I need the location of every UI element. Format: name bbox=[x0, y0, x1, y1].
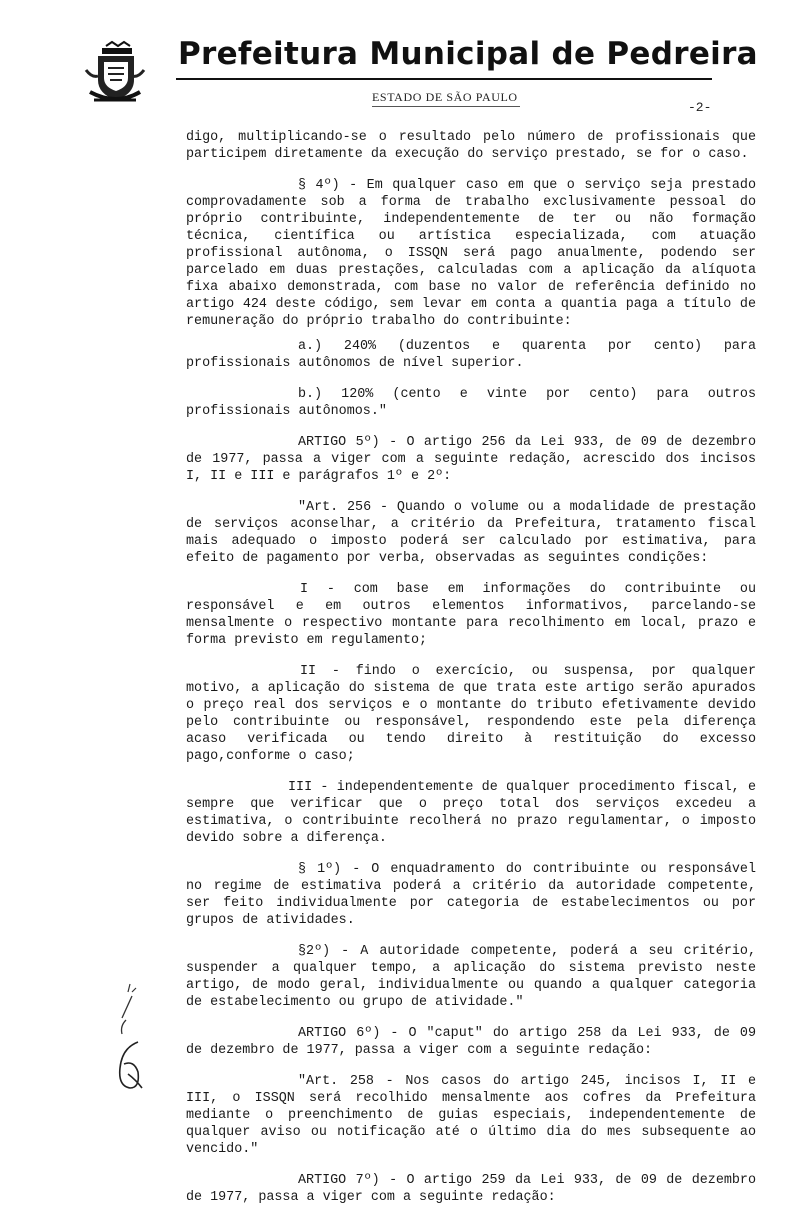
page-number: -2- bbox=[688, 100, 712, 115]
document-body bbox=[186, 129, 756, 1206]
state-subtitle: ESTADO DE SÃO PAULO bbox=[372, 90, 518, 104]
coat-of-arms-seal bbox=[84, 40, 146, 106]
paragraph-item-a: a.) 240% (duzentos e quarenta por cento) para profissionais autônomos de nível superior. bbox=[186, 339, 756, 371]
state-underline bbox=[372, 106, 520, 107]
paragraph-article-5: ARTIGO 5º) - O artigo 256 da Lei 933, de 09 de dezembro de 1977, passa a viger com a seguinte redação, acrescido dos incisos I, II e III e parágrafos 1º e 2º: bbox=[186, 435, 756, 484]
paragraph-section-1: § 1º) - O enquadramento do contribuinte ou responsável no regime de estimativa poderá a critério da autoridade competente, ser feito individualmente por categoria de estabelecimentos ou por grupos de atividades. bbox=[186, 862, 756, 928]
paragraph-inciso-2: II - findo o exercício, ou suspensa, por qualquer motivo, a aplicação do sistema de que trata este artigo serão apurados o preço real dos serviços e o montante do tributo efetivamente devido pelo contribuinte ou responsável, respondendo este pela diferença acaso verificada ou tendo direito à restituição do excesso pago,conforme o caso; bbox=[186, 664, 756, 764]
paragraph-continuation: digo, multiplicando-se o resultado pelo número de profissionais que participem diretamente da execução do serviço prestado, se for o caso. bbox=[186, 130, 756, 162]
paragraph-article-6: ARTIGO 6º) - O "caput" do artigo 258 da Lei 933, de 09 de dezembro de 1977, passa a viger com a seguinte redação: bbox=[186, 1026, 756, 1058]
paragraph-inciso-1: I - com base em informações do contribuinte ou responsável e em outros elementos informativos, parcelando-se mensalmente o respectivo montante para recolhimento em local, prazo e forma previsto em regulamento; bbox=[186, 582, 756, 648]
title-underline bbox=[176, 78, 712, 80]
paragraph-section-2: §2º) - A autoridade competente, poderá a seu critério, suspender a qualquer tempo, a aplicação do sistema previsto neste artigo, de modo geral, individualmente ou quando a qualquer categoria de estabelecimento ou grupo de atividade." bbox=[186, 944, 756, 1010]
paragraph-art-256: "Art. 256 - Quando o volume ou a modalidade de prestação de serviços aconselhar, a critério da Prefeitura, tratamento fiscal mais adequado o imposto poderá ser calculado por estimativa, para efeito de pagamento por verba, observadas as seguintes condições: bbox=[186, 500, 756, 566]
paragraph-item-b: b.) 120% (cento e vinte por cento) para outros profissionais autônomos." bbox=[186, 387, 756, 419]
paragraph-inciso-3: III - independentemente de qualquer procedimento fiscal, e sempre que verificar que o preço total dos serviços excedeu a estimativa, o contribuinte recolherá no prazo regulamentar, o imposto devido sobre a diferença. bbox=[186, 780, 756, 846]
margin-initials-signature bbox=[108, 982, 152, 1094]
paragraph-article-7: ARTIGO 7º) - O artigo 259 da Lei 933, de 09 de dezembro de 1977, passa a viger com a seguinte redação: bbox=[186, 1173, 756, 1205]
paragraph-section-4: § 4º) - Em qualquer caso em que o serviço seja prestado comprovadamente sob a forma de trabalho exclusivamente pessoal do próprio contribuinte, independentemente de ter ou não formação técnica, científica ou artística especializada, com atuação profissional autônoma, o ISSQN será pago anualmente, podendo ser parcelado em duas prestações, calculadas com a aplicação da alíquota fixa abaixo demonstrada, com base no valor de referência definido no artigo 424 deste código, sem levar em conta a quantia paga a título de remuneração do próprio trabalho do contribuinte: bbox=[186, 178, 756, 329]
paragraph-art-258: "Art. 258 - Nos casos do artigo 245, incisos I, II e III, o ISSQN será recolhido mensalmente aos cofres da Prefeitura mediante o preenchimento de guias especiais, independentemente de qualquer aviso ou notificação até o último dia do mes subsequente ao vencido." bbox=[186, 1074, 756, 1157]
municipality-title: Prefeitura Municipal de Pedreira bbox=[178, 36, 758, 72]
